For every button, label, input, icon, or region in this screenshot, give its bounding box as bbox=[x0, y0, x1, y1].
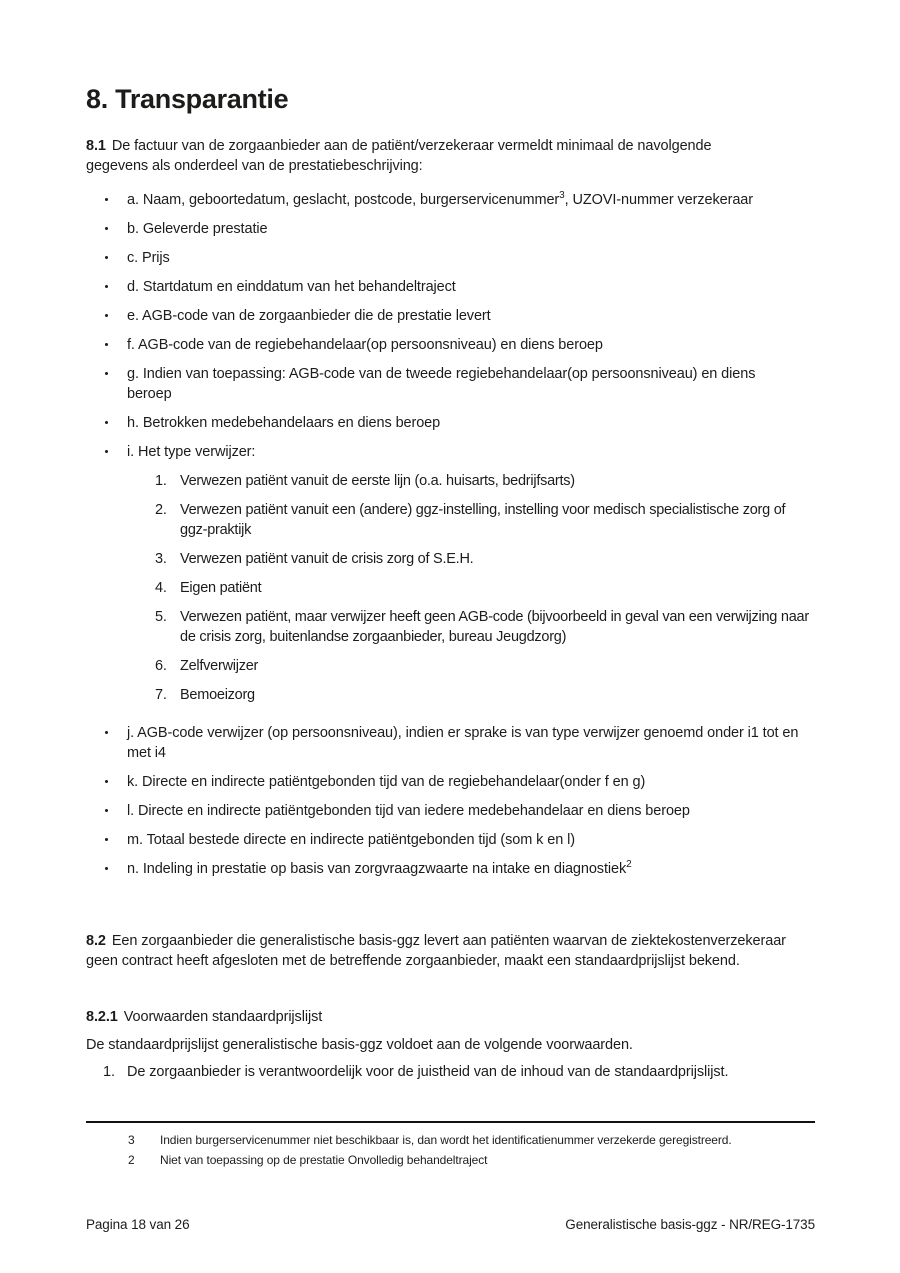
section-8-2-label: 8.2 bbox=[86, 933, 106, 949]
bullet-icon bbox=[105, 314, 108, 317]
bullet-icon bbox=[105, 450, 108, 453]
list-text: Bemoeizorg bbox=[180, 687, 255, 703]
bullet-icon bbox=[105, 780, 108, 783]
bullet-item-c bbox=[86, 248, 815, 268]
list-number: 1. bbox=[103, 1064, 115, 1080]
list-text: De zorgaanbieder is verantwoordelijk voor de juistheid van de inhoud van de standaardprijslijst. bbox=[127, 1064, 729, 1080]
section-8-2-1-title: Voorwaarden standaardprijslijst bbox=[123, 1009, 323, 1025]
footnote-text: Indien burgerservicenummer niet beschikbaar is, dan wordt het identificatienummer verzekerde geregistreerd. bbox=[160, 1133, 732, 1147]
verwijzer-type-1 bbox=[86, 471, 815, 491]
list-text: Verwezen patiënt vanuit de eerste lijn (o.a. huisarts, bedrijfsarts) bbox=[180, 473, 575, 489]
footnote-3 bbox=[86, 1131, 815, 1151]
bullet-item-b bbox=[86, 219, 815, 239]
page-title: 8. Transparantie bbox=[86, 84, 289, 114]
list-number: 5. bbox=[155, 609, 167, 625]
footnote-text: Niet van toepassing op de prestatie Onvolledig behandeltraject bbox=[160, 1152, 488, 1167]
bullet-text-after: , UZOVI-nummer verzekeraar bbox=[564, 192, 753, 208]
bullet-text: k. Directe en indirecte patiëntgebonden tijd van de regiebehandelaar(onder f en g) bbox=[127, 774, 646, 790]
bullet-item-l bbox=[86, 801, 815, 821]
list-number: 1. bbox=[155, 473, 167, 489]
section-8-1-text: De factuur van de zorgaanbieder aan de patiënt/verzekeraar vermeldt minimaal de navolgende gegevens als onderdeel van de prestatiebeschrijving: bbox=[86, 138, 712, 174]
list-text: Zelfverwijzer bbox=[180, 658, 259, 674]
verwijzer-type-4 bbox=[86, 578, 815, 598]
bullet-icon bbox=[105, 731, 108, 734]
footnote-number: 3 bbox=[128, 1133, 135, 1147]
section-8-2-1-intro: De standaardprijslijst generalistische basis-ggz voldoet aan de volgende voorwaarden. bbox=[86, 1037, 633, 1053]
bullet-text-main: a. Naam, geboortedatum, geslacht, postcode, burgerservicenummer bbox=[127, 192, 560, 208]
bullet-item-a bbox=[86, 190, 815, 210]
page-number: Pagina 18 van 26 bbox=[86, 1217, 190, 1232]
list-number: 2. bbox=[155, 502, 167, 518]
bullet-icon bbox=[105, 227, 108, 230]
bullet-text: e. AGB-code van de zorgaanbieder die de prestatie levert bbox=[127, 308, 491, 324]
document-reference: Generalistische basis-ggz - NR/REG-1735 bbox=[565, 1217, 815, 1232]
bullet-text bbox=[127, 861, 632, 877]
footnote-section bbox=[86, 1121, 815, 1170]
bullet-item-i bbox=[86, 442, 815, 462]
bullet-icon bbox=[105, 809, 108, 812]
section-8-2-text: Een zorgaanbieder die generalistische basis-ggz levert aan patiënten waarvan de ziektekostenverzekeraar geen contract heeft afgesloten met de betreffende zorgaanbieder, maakt een standaardprijslijst bekend. bbox=[86, 933, 786, 969]
section-8-2-1-heading bbox=[86, 1007, 815, 1027]
bullet-text: f. AGB-code van de regiebehandelaar(op persoonsniveau) en diens beroep bbox=[127, 337, 603, 353]
bullet-icon bbox=[105, 198, 108, 201]
bullet-text: i. Het type verwijzer: bbox=[127, 444, 256, 460]
footnote-2 bbox=[86, 1151, 815, 1171]
verwijzer-type-2 bbox=[86, 500, 815, 540]
bullet-icon bbox=[105, 838, 108, 841]
bullet-text: m. Totaal bestede directe en indirecte patiëntgebonden tijd (som k en l) bbox=[127, 832, 575, 848]
footnote-number: 2 bbox=[128, 1152, 135, 1167]
bullet-icon bbox=[105, 421, 108, 424]
list-number: 6. bbox=[155, 658, 167, 674]
section-8-2-paragraph bbox=[86, 931, 815, 971]
bullet-item-j bbox=[86, 723, 815, 763]
list-number: 3. bbox=[155, 551, 167, 567]
list-number: 4. bbox=[155, 580, 167, 596]
verwijzer-type-7 bbox=[86, 685, 815, 705]
page-content bbox=[86, 84, 815, 1082]
bullet-text: b. Geleverde prestatie bbox=[127, 221, 268, 237]
bullet-item-f bbox=[86, 335, 815, 355]
verwijzer-type-6 bbox=[86, 656, 815, 676]
voorwaarde-item-1 bbox=[86, 1062, 815, 1082]
list-text: Verwezen patiënt vanuit een (andere) ggz-instelling, instelling voor medisch specialistische zorg of ggz-praktijk bbox=[180, 502, 786, 538]
section-8-1-label: 8.1 bbox=[86, 138, 106, 154]
bullet-text: g. Indien van toepassing: AGB-code van de tweede regiebehandelaar(op persoonsniveau) en diens beroep bbox=[127, 366, 756, 402]
section-8-1-paragraph bbox=[86, 136, 746, 176]
list-text: Verwezen patiënt vanuit de crisis zorg of S.E.H. bbox=[180, 551, 474, 567]
verwijzer-type-3 bbox=[86, 549, 815, 569]
footnote-ref-3: 3 bbox=[559, 190, 565, 202]
bullet-text-main: n. Indeling in prestatie op basis van zorgvraagzwaarte na intake en diagnostiek bbox=[127, 861, 627, 877]
list-text: Eigen patiënt bbox=[180, 580, 262, 596]
bullet-text: d. Startdatum en einddatum van het behandeltraject bbox=[127, 279, 456, 295]
bullet-item-m bbox=[86, 830, 815, 850]
bullet-text: l. Directe en indirecte patiëntgebonden tijd van iedere medebehandelaar en diens beroep bbox=[127, 803, 690, 819]
bullet-text: h. Betrokken medebehandelaars en diens beroep bbox=[127, 415, 441, 431]
page-footer bbox=[86, 1216, 815, 1234]
bullet-text: c. Prijs bbox=[127, 250, 170, 266]
bullet-item-d bbox=[86, 277, 815, 297]
bullet-item-g bbox=[86, 364, 815, 404]
verwijzer-type-5 bbox=[86, 607, 815, 647]
bullet-item-n bbox=[86, 859, 815, 879]
footnote-ref-2: 2 bbox=[626, 859, 632, 871]
bullet-icon bbox=[105, 867, 108, 870]
bullet-item-e bbox=[86, 306, 815, 326]
bullet-text bbox=[127, 192, 753, 208]
bullet-icon bbox=[105, 285, 108, 288]
section-8-2-1-label: 8.2.1 bbox=[86, 1009, 118, 1025]
bullet-icon bbox=[105, 372, 108, 375]
bullet-icon bbox=[105, 256, 108, 259]
bullet-text: j. AGB-code verwijzer (op persoonsniveau), indien er sprake is van type verwijzer genoemd onder i1 tot en met i4 bbox=[127, 725, 799, 761]
list-text: Verwezen patiënt, maar verwijzer heeft geen AGB-code (bijvoorbeeld in geval van een verwijzing naar de crisis zorg, buitenlandse zorgaanbieder, bureau Jeugdzorg) bbox=[180, 609, 809, 645]
list-number: 7. bbox=[155, 687, 167, 703]
bullet-icon bbox=[105, 343, 108, 346]
bullet-item-h bbox=[86, 413, 815, 433]
bullet-item-k bbox=[86, 772, 815, 792]
